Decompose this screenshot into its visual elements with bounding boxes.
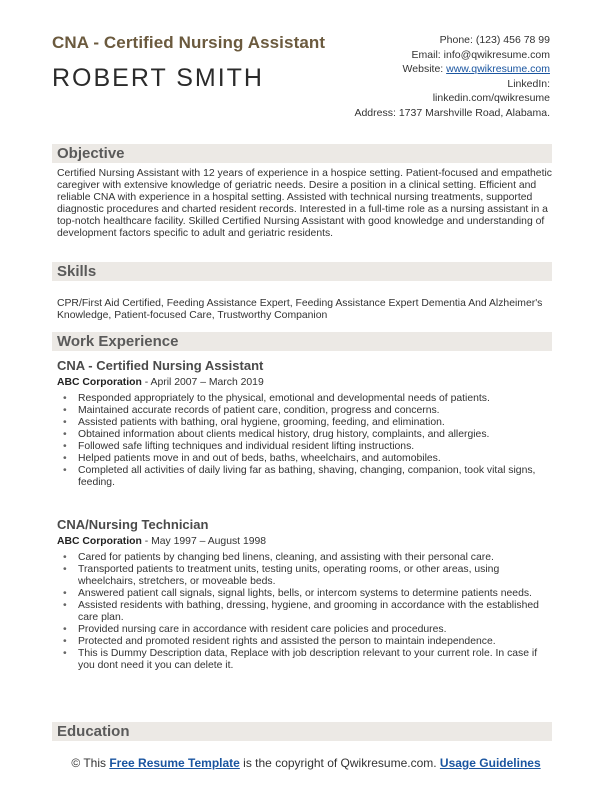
contact-email: Email: info@qwikresume.com: [411, 48, 550, 61]
list-item: • Helped patients move in and out of beds, baths, wheelchairs, and automobiles.: [57, 453, 552, 465]
job-1-title: CNA - Certified Nursing Assistant: [57, 358, 264, 373]
list-item: • Assisted patients with bathing, oral hygiene, grooming, feeding, and elimination.: [57, 417, 552, 429]
usage-guidelines-link[interactable]: Usage Guidelines: [439, 756, 541, 770]
list-item: • Maintained accurate records of patient care, condition, progress and concerns.: [57, 405, 552, 417]
work-section-header: [52, 332, 552, 351]
job-1-bullets: [57, 393, 552, 489]
contact-phone: Phone: (123) 456 78 99: [439, 34, 550, 46]
work-heading: Work Experience: [57, 333, 179, 350]
contact-website: Website: www.qwikresume.com: [402, 63, 550, 76]
list-item: • This is Dummy Description data, Replace with job description relevant to your current role. In case if you dont need it you can delete it.: [57, 648, 552, 672]
contact-block: [320, 33, 550, 121]
list-item: • Answered patient call signals, signal lights, bells, or intercom systems to determine patients needs.: [57, 588, 552, 600]
job-2-company-line: ABC Corporation - May 1997 – August 1998: [57, 536, 267, 547]
resume-job-title: CNA - Certified Nursing Assistant: [52, 33, 326, 52]
skills-section-header: [52, 262, 552, 281]
objective-heading: Objective: [57, 145, 125, 162]
copyright-footer: © This Free Resume Template is the copyright of Qwikresume.com. Usage Guidelines: [71, 756, 541, 770]
list-item: • Completed all activities of daily living far as bathing, shaving, changing, companion, took vital signs, feeding.: [57, 465, 552, 489]
education-section-header: [52, 722, 552, 741]
list-item: • Protected and promoted resident rights and assisted the person to maintain independence.: [57, 636, 552, 648]
list-item: • Provided nursing care in accordance with resident care policies and procedures.: [57, 624, 552, 636]
education-heading: Education: [57, 723, 130, 740]
skills-text: CPR/First Aid Certified, Feeding Assistance Expert, Feeding Assistance Expert Dementia And Alzheimer's Knowledge, Patient-focused Care, Trustworthy Companion: [57, 298, 543, 321]
free-resume-template-link[interactable]: Free Resume Template: [109, 756, 240, 770]
objective-text: Certified Nursing Assistant with 12 years of experience in a hospice setting. Patient-focused and empathetic caregiver with extensive knowledge of geriatric needs. Desire a position in a clinical setting. Efficient and reliable CNA with experience in a hospital setting. Assisted with technical nursing treatments, supported diagnostic procedures and charted resident records. Interested in a full-time role as a nursing assistant in a top-notch healthcare facility. Skilled Certified Nursing Assistant with good knowledge and understanding of development factors specific to adult and geriatric residents.: [57, 168, 552, 239]
list-item: • Assisted residents with bathing, dressing, hygiene, and grooming in accordance with the established care plan.: [57, 600, 552, 624]
contact-address: Address: 1737 Marshville Road, Alabama.: [354, 106, 550, 119]
job-2-title: CNA/Nursing Technician: [57, 517, 209, 532]
candidate-name: ROBERT SMITH: [52, 64, 264, 92]
job-1-company-line: ABC Corporation - April 2007 – March 2019: [57, 377, 264, 388]
skills-heading: Skills: [57, 263, 97, 280]
objective-section-header: [52, 144, 552, 163]
list-item: • Cared for patients by changing bed linens, cleaning, and assisting with their personal care.: [57, 552, 552, 564]
job-2-bullets: [57, 552, 552, 672]
contact-linkedin: linkedin.com/qwikresume: [432, 92, 550, 105]
list-item: • Obtained information about clients medical history, drug history, complaints, and allergies.: [57, 429, 552, 441]
list-item: • Transported patients to treatment units, testing units, operating rooms, or other areas, using wheelchairs, stretchers, or moveable beds.: [57, 564, 552, 588]
website-link[interactable]: www.qwikresume.com: [446, 63, 550, 76]
list-item: • Followed safe lifting techniques and individual resident lifting instructions.: [57, 441, 552, 453]
contact-linkedin-label: LinkedIn:: [507, 77, 550, 90]
list-item: • Responded appropriately to the physical, emotional and developmental needs of patients.: [57, 393, 552, 405]
